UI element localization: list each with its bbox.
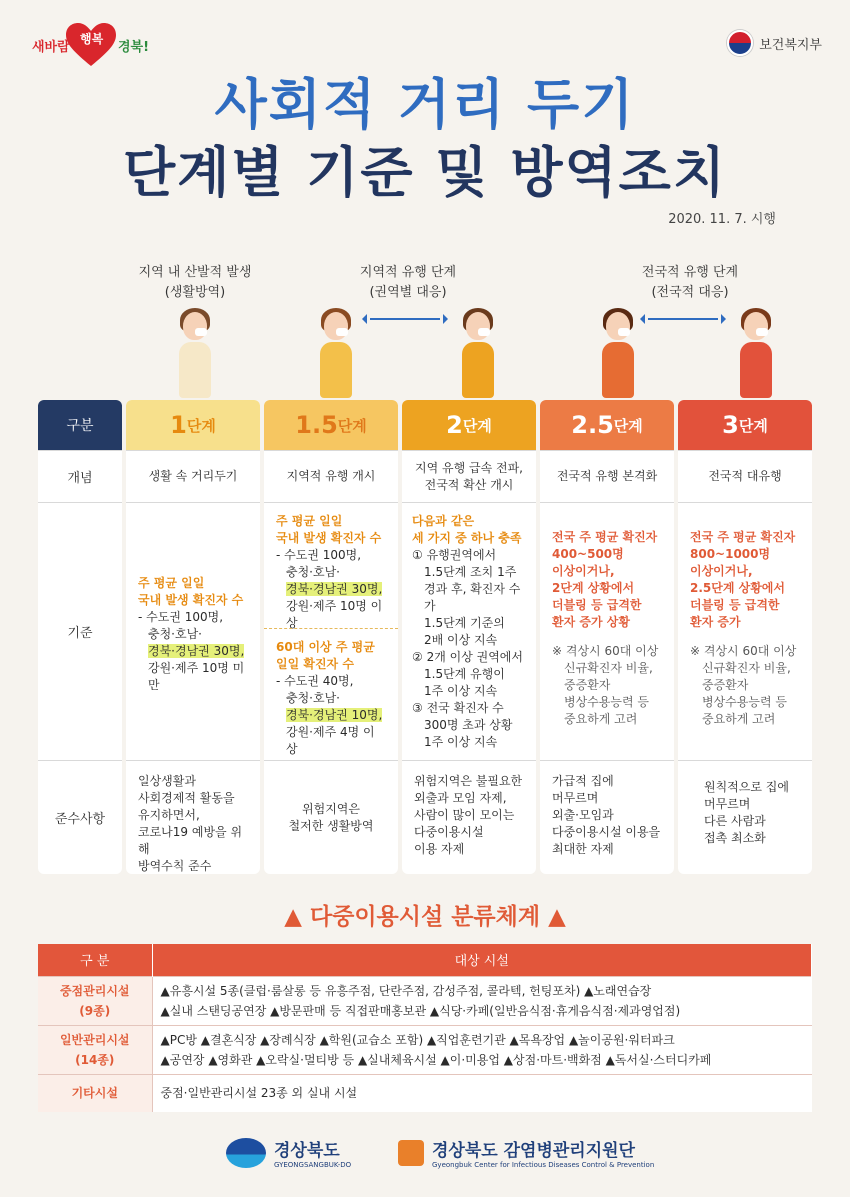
mask-icon: [618, 328, 630, 336]
effective-date: 2020. 11. 7. 시행: [668, 212, 776, 227]
phase-subtitle: (권역별 대응): [369, 285, 447, 300]
stage-1-5-criteria-b: 60대 이상 주 평균 일일 확진자 수 - 수도권 40명, 충청·호남· 경북·경남권 10명, 강원·제주 4명 이상: [264, 628, 398, 760]
infection-center-logo: [398, 1136, 654, 1169]
row-label-compliance: 준수사항: [38, 760, 122, 874]
stage-2-criteria: 다음과 같은 세 가지 중 하나 충족 ① 유행권역에서 1.5단계 조치 1주 경과 후, 확진자 수가 1.5단계 기준의 2배 이상 지속 ② 2개 이상 권역에서 1.5단계 유행이 1주 이상 지속 ③ 전국 확진자 수 300명 초과 상황 1주 이상 지속: [402, 502, 536, 760]
phase-regional: [318, 263, 498, 303]
stage-1-compliance: 일상생활과 사회경제적 활동을 유지하면서, 코로나19 예방을 위해 방역수칙 준수: [126, 760, 260, 874]
table-row: [38, 1074, 812, 1112]
center-name-en: Gyeongbuk Center for Infectious Diseases Control & Prevention: [432, 1161, 655, 1169]
gyeongbuk-emblem-icon: [226, 1138, 266, 1168]
mask-icon: [195, 328, 207, 336]
stage-2-5-column: [540, 400, 674, 874]
facilities-table: [38, 944, 812, 1112]
double-arrow-icon: [648, 318, 718, 320]
stage-1-5-column: [264, 400, 398, 874]
stage-1-criteria: 주 평균 일일 국내 발생 확진자 수 - 수도권 100명, 충청·호남· 경북·경남권 30명, 강원·제주 10명 미만: [126, 502, 260, 760]
col-header-category: 구 분: [38, 944, 152, 976]
stage-1-5-criteria-a: 주 평균 일일 국내 발생 확진자 수 - 수도권 100명, 충청·호남· 경북·경남권 30명, 강원·제주 10명 이상: [264, 502, 398, 628]
table-row: [38, 1025, 812, 1074]
facilities-cell: 중점·일반관리시설 23종 외 실내 시설: [152, 1074, 812, 1112]
stage-3-compliance: 원칙적으로 집에 머무르며 다른 사람과 접촉 최소화: [678, 760, 812, 874]
gyeongbuk-logo: [226, 1136, 351, 1169]
stage-1-5-concept: 지역적 유행 개시: [264, 450, 398, 502]
stage-2-5-header: 2.5 단계: [540, 400, 674, 450]
stage-1-header: 1 단계: [126, 400, 260, 450]
stage-1-5-header: 1.5 단계: [264, 400, 398, 450]
stage-2-5-concept: 전국적 유행 본격화: [540, 450, 674, 502]
slogan-part2: 행복: [80, 32, 104, 46]
person-figure: [165, 308, 225, 398]
double-arrow-icon: [370, 318, 440, 320]
ministry-name: 보건복지부: [759, 37, 822, 53]
page-title-line1: 사회적 거리 두기: [214, 73, 636, 136]
slogan-part1: 새바람: [32, 40, 70, 55]
stage-3-column: [678, 400, 812, 874]
stage-2-5-criteria: 전국 주 평균 확진자 400~500명 이상이거나, 2단계 상황에서 더블링 등 급격한 환자 증가 상황 ※ 격상시 60대 이상 신규확진자 비율, 중증환자 병상수용능력 등 중요하게 고려: [540, 502, 674, 760]
gyeongbuk-name: 경상북도: [274, 1141, 340, 1161]
phase-national: [600, 263, 780, 303]
category-cell: 일반관리시설 (14종): [38, 1025, 152, 1074]
mask-icon: [756, 328, 768, 336]
stage-2-column: [402, 400, 536, 874]
table-row: [38, 976, 812, 1025]
person-figure: [448, 308, 508, 398]
stage-1-5-compliance: 위험지역은 철저한 생활방역: [264, 760, 398, 874]
center-emblem-icon: [398, 1140, 424, 1166]
phase-subtitle: (생활방역): [164, 285, 226, 300]
category-cell: 중점관리시설 (9종): [38, 976, 152, 1025]
header-gubun: 구분: [38, 400, 122, 450]
phase-subtitle: (전국적 대응): [651, 285, 729, 300]
page-title-line2: 단계별 기준 및 방역조치: [122, 141, 728, 204]
mask-icon: [336, 328, 348, 336]
phase-title: 지역 내 산발적 발생: [138, 265, 252, 280]
stage-1-concept: 생활 속 거리두기: [126, 450, 260, 502]
taegeuk-icon: [727, 30, 753, 56]
person-figure: [306, 308, 366, 398]
phase-title: 지역적 유행 단계: [359, 265, 457, 280]
stage-2-header: 2 단계: [402, 400, 536, 450]
facilities-cell: ▲PC방 ▲결혼식장 ▲장례식장 ▲학원(교습소 포함) ▲직업훈련기관 ▲목욕장업 ▲놀이공원·워터파크 ▲공연장 ▲영화관 ▲오락실·멀티방 등 ▲실내체육시설 ▲이·미용업 ▲상점·마트·백화점 ▲독서실·스터디카페: [152, 1025, 812, 1074]
stage-table: [38, 400, 812, 874]
stage-2-compliance: 위험지역은 불필요한 외출과 모임 자제, 사람이 많이 모이는 다중이용시설 이용 자제: [402, 760, 536, 874]
facilities-title: ▲ 다중이용시설 분류체계 ▲: [284, 904, 566, 930]
mask-icon: [478, 328, 490, 336]
facilities-cell: ▲유흥시설 5종(클럽·룸살롱 등 유흥주점, 단란주점, 감성주점, 콜라텍, 헌팅포차) ▲노래연습장 ▲실내 스탠딩공연장 ▲방문판매 등 직접판매홍보관 ▲식당·카페(일반음식점·휴게음식점·제과영업점): [152, 976, 812, 1025]
slogan-part3: 경북!: [118, 40, 150, 55]
stage-3-criteria: 전국 주 평균 확진자 800~1000명 이상이거나, 2.5단계 상황에서 더블링 등 급격한 환자 증가 ※ 격상시 60대 이상 신규확진자 비율, 중증환자 병상수용능력 등 중요하게 고려: [678, 502, 812, 760]
person-figure: [588, 308, 648, 398]
ministry-logo: [727, 30, 822, 56]
facilities-header-row: [38, 944, 812, 976]
row-label-concept: 개념: [38, 450, 122, 502]
phase-sporadic: [105, 263, 285, 303]
label-column: [38, 400, 122, 874]
category-cell: 기타시설: [38, 1074, 152, 1112]
stage-3-header: 3 단계: [678, 400, 812, 450]
stage-3-concept: 전국적 대유행: [678, 450, 812, 502]
row-label-criteria: 기준: [38, 502, 122, 760]
center-name: 경상북도 감염병관리지원단: [432, 1141, 635, 1161]
stage-2-concept: 지역 유행 급속 전파, 전국적 확산 개시: [402, 450, 536, 502]
gyeongbuk-name-en: GYEONGSANGBUK-DO: [274, 1161, 352, 1169]
stage-1-column: [126, 400, 260, 874]
phase-title: 전국적 유행 단계: [641, 265, 739, 280]
stage-2-5-compliance: 가급적 집에 머무르며 외출·모임과 다중이용시설 이용을 최대한 자제: [540, 760, 674, 874]
person-figure: [726, 308, 786, 398]
col-header-facilities: 대상 시설: [152, 944, 812, 976]
